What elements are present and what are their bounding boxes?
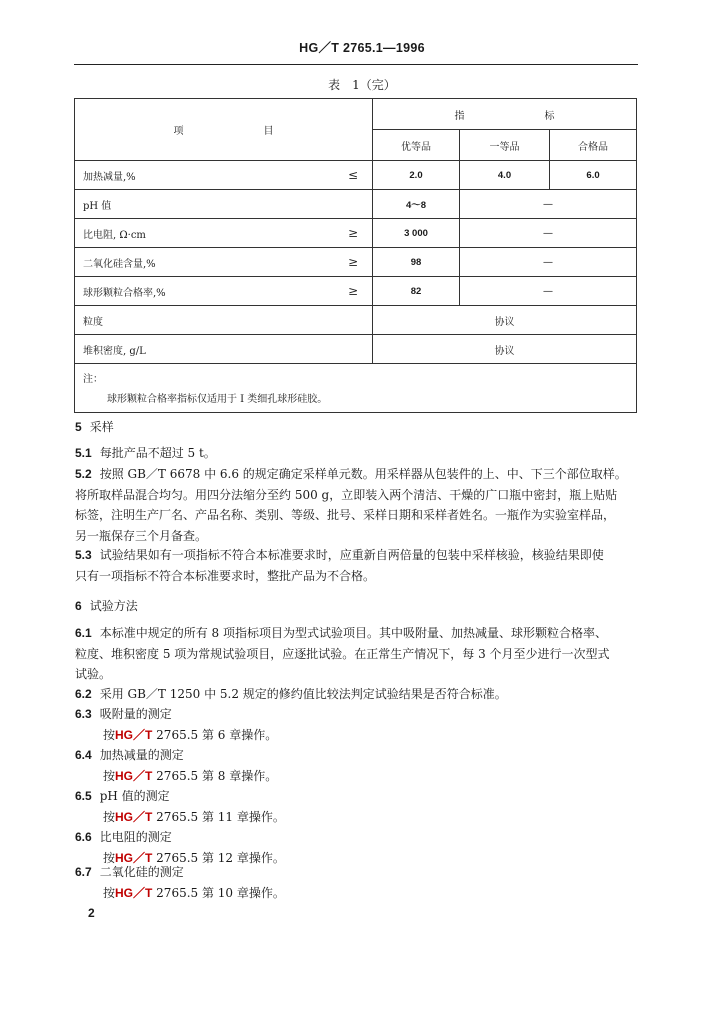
spec-table: [74, 98, 637, 413]
table-row: [75, 248, 637, 277]
header-rule: [74, 64, 638, 65]
standard-reference: HG／T: [115, 850, 153, 865]
row-name: 加热减量,%: [83, 171, 136, 183]
clause-text: 试验结果如有一项指标不符合本标准要求时，应重新自两倍量的包装中采样核验，核验结果即使: [99, 548, 604, 562]
grade-header-superior: 优等品: [373, 130, 460, 161]
clause-title: 加热减量的测定: [99, 748, 184, 762]
clause-text: 本标准中规定的所有 8 项指标项目为型式试验项目。其中吸附量、加热减量、球形颗粒合格率、: [99, 626, 607, 640]
clause-6-4: [75, 745, 637, 786]
standard-reference: HG／T: [115, 809, 153, 824]
cell-value: 4.0: [460, 161, 550, 190]
cell-value: 82: [373, 277, 460, 306]
grade-header-qualified: 合格品: [550, 130, 637, 161]
cell-merged: 协议: [373, 335, 637, 364]
table-row: [75, 161, 637, 190]
clause-title: pH 值的测定: [99, 789, 170, 803]
page-number: 2: [88, 906, 95, 920]
clause-text: 2765.5 第 12 章操作。: [152, 850, 285, 865]
clause-text: 按照 GB／T 6678 中 6.6 的规定确定采样单元数。用采样器从包装件的上、中、下三个部位取样。: [99, 467, 627, 481]
clause-number: 5.1: [75, 446, 92, 460]
table-row: [75, 190, 637, 219]
clause-5-1: [75, 443, 637, 464]
clause-prefix: 按: [103, 850, 116, 865]
clause-title: 比电阻的测定: [99, 830, 172, 844]
note-label: 注：: [83, 374, 103, 385]
clause-text-line: 标签，注明生产厂名、产品名称、类别、等级、批号、采样日期和采样者姓名。一瓶作为实验室样品，: [75, 508, 616, 522]
clause-text: 每批产品不超过 5 t。: [99, 446, 216, 460]
standard-reference: HG／T: [115, 727, 153, 742]
clause-6-1: [75, 623, 637, 685]
clause-prefix: 按: [103, 727, 116, 742]
clause-6-7: [75, 862, 637, 903]
clause-text-line: 将所取样品混合均匀。用四分法缩分至约 500 g，立即装入两个清洁、干燥的广口瓶中密封，瓶上贴贴: [75, 487, 618, 502]
grade-header-first: 一等品: [460, 130, 550, 161]
cell-value: 3 000: [373, 219, 460, 248]
clause-text: 2765.5 第 8 章操作。: [152, 768, 278, 783]
clause-number: 6.7: [75, 865, 92, 879]
row-name: 二氧化硅含量,%: [83, 258, 156, 270]
clause-number: 6.4: [75, 748, 92, 762]
note-text: 球形颗粒合格率指标仅适用于 I 类细孔球形硅胶。: [107, 394, 328, 405]
clause-title: 二氧化硅的测定: [99, 865, 184, 879]
clause-number: 6.1: [75, 626, 92, 640]
table-row: [75, 277, 637, 306]
clause-prefix: 按: [103, 885, 116, 900]
row-name: 比电阻, Ω·cm: [83, 229, 146, 241]
cell-dash: —: [460, 248, 637, 277]
column-header-item: 项 目: [75, 99, 373, 161]
cell-dash: —: [460, 277, 637, 306]
row-name: pH 值: [83, 200, 112, 212]
clause-6-2: [75, 684, 637, 705]
table-row: [75, 335, 637, 364]
standard-reference: HG／T: [115, 768, 153, 783]
section-number: 6: [75, 599, 82, 613]
clause-5-3: [75, 545, 637, 586]
clause-6-3: [75, 704, 637, 745]
row-name: 粒度: [75, 306, 373, 335]
clause-text: 2765.5 第 6 章操作。: [152, 727, 278, 742]
clause-text-line: 只有一项指标不符合本标准要求时，整批产品为不合格。: [75, 568, 376, 583]
clause-number: 5.3: [75, 548, 92, 562]
section-title: 采样: [89, 420, 114, 434]
clause-text: 采用 GB／T 1250 中 5.2 规定的修约值比较法判定试验结果是否符合标准。: [99, 687, 507, 701]
row-name: 球形颗粒合格率,%: [83, 287, 166, 299]
section-5-heading: [75, 418, 114, 435]
clause-number: 6.3: [75, 707, 92, 721]
clause-number: 5.2: [75, 467, 92, 481]
table-note: [75, 364, 637, 413]
clause-5-2: [75, 464, 637, 546]
clause-number: 6.6: [75, 830, 92, 844]
row-symbol: ≥: [347, 255, 358, 269]
clause-6-5: [75, 786, 637, 827]
clause-text: 2765.5 第 11 章操作。: [152, 809, 285, 824]
section-title: 试验方法: [89, 599, 138, 613]
table-caption: 表 1（完）: [328, 78, 396, 92]
row-symbol: ≤: [347, 168, 358, 182]
cell-value: 98: [373, 248, 460, 277]
clause-text-line: 粒度、堆积密度 5 项为常规试验项目，应逐批试验。在正常生产情况下，每 3 个月至少进行一次型式: [75, 646, 610, 661]
cell-dash: —: [460, 219, 637, 248]
table-row: [75, 219, 637, 248]
clause-text-line: 试验。: [75, 667, 112, 681]
clause-text: 2765.5 第 10 章操作。: [152, 885, 285, 900]
clause-text-line: 另一瓶保存三个月备查。: [75, 528, 208, 543]
document-header-code: HG／T 2765.1—1996: [299, 41, 425, 55]
clause-title: 吸附量的测定: [99, 707, 172, 721]
cell-dash: —: [460, 190, 637, 219]
row-symbol: ≥: [347, 226, 358, 240]
clause-number: 6.2: [75, 687, 92, 701]
clause-number: 6.5: [75, 789, 92, 803]
row-name: 堆积密度, g/L: [75, 335, 373, 364]
clause-prefix: 按: [103, 768, 116, 783]
standard-reference: HG／T: [115, 885, 153, 900]
cell-value: 2.0: [373, 161, 460, 190]
section-6-heading: [75, 597, 138, 614]
cell-merged: 协议: [373, 306, 637, 335]
cell-value: 4～8: [373, 190, 460, 219]
clause-prefix: 按: [103, 809, 116, 824]
column-header-index: 指 标: [373, 99, 637, 130]
section-number: 5: [75, 420, 82, 434]
row-symbol: ≥: [347, 284, 358, 298]
table-row: [75, 306, 637, 335]
cell-value: 6.0: [550, 161, 637, 190]
